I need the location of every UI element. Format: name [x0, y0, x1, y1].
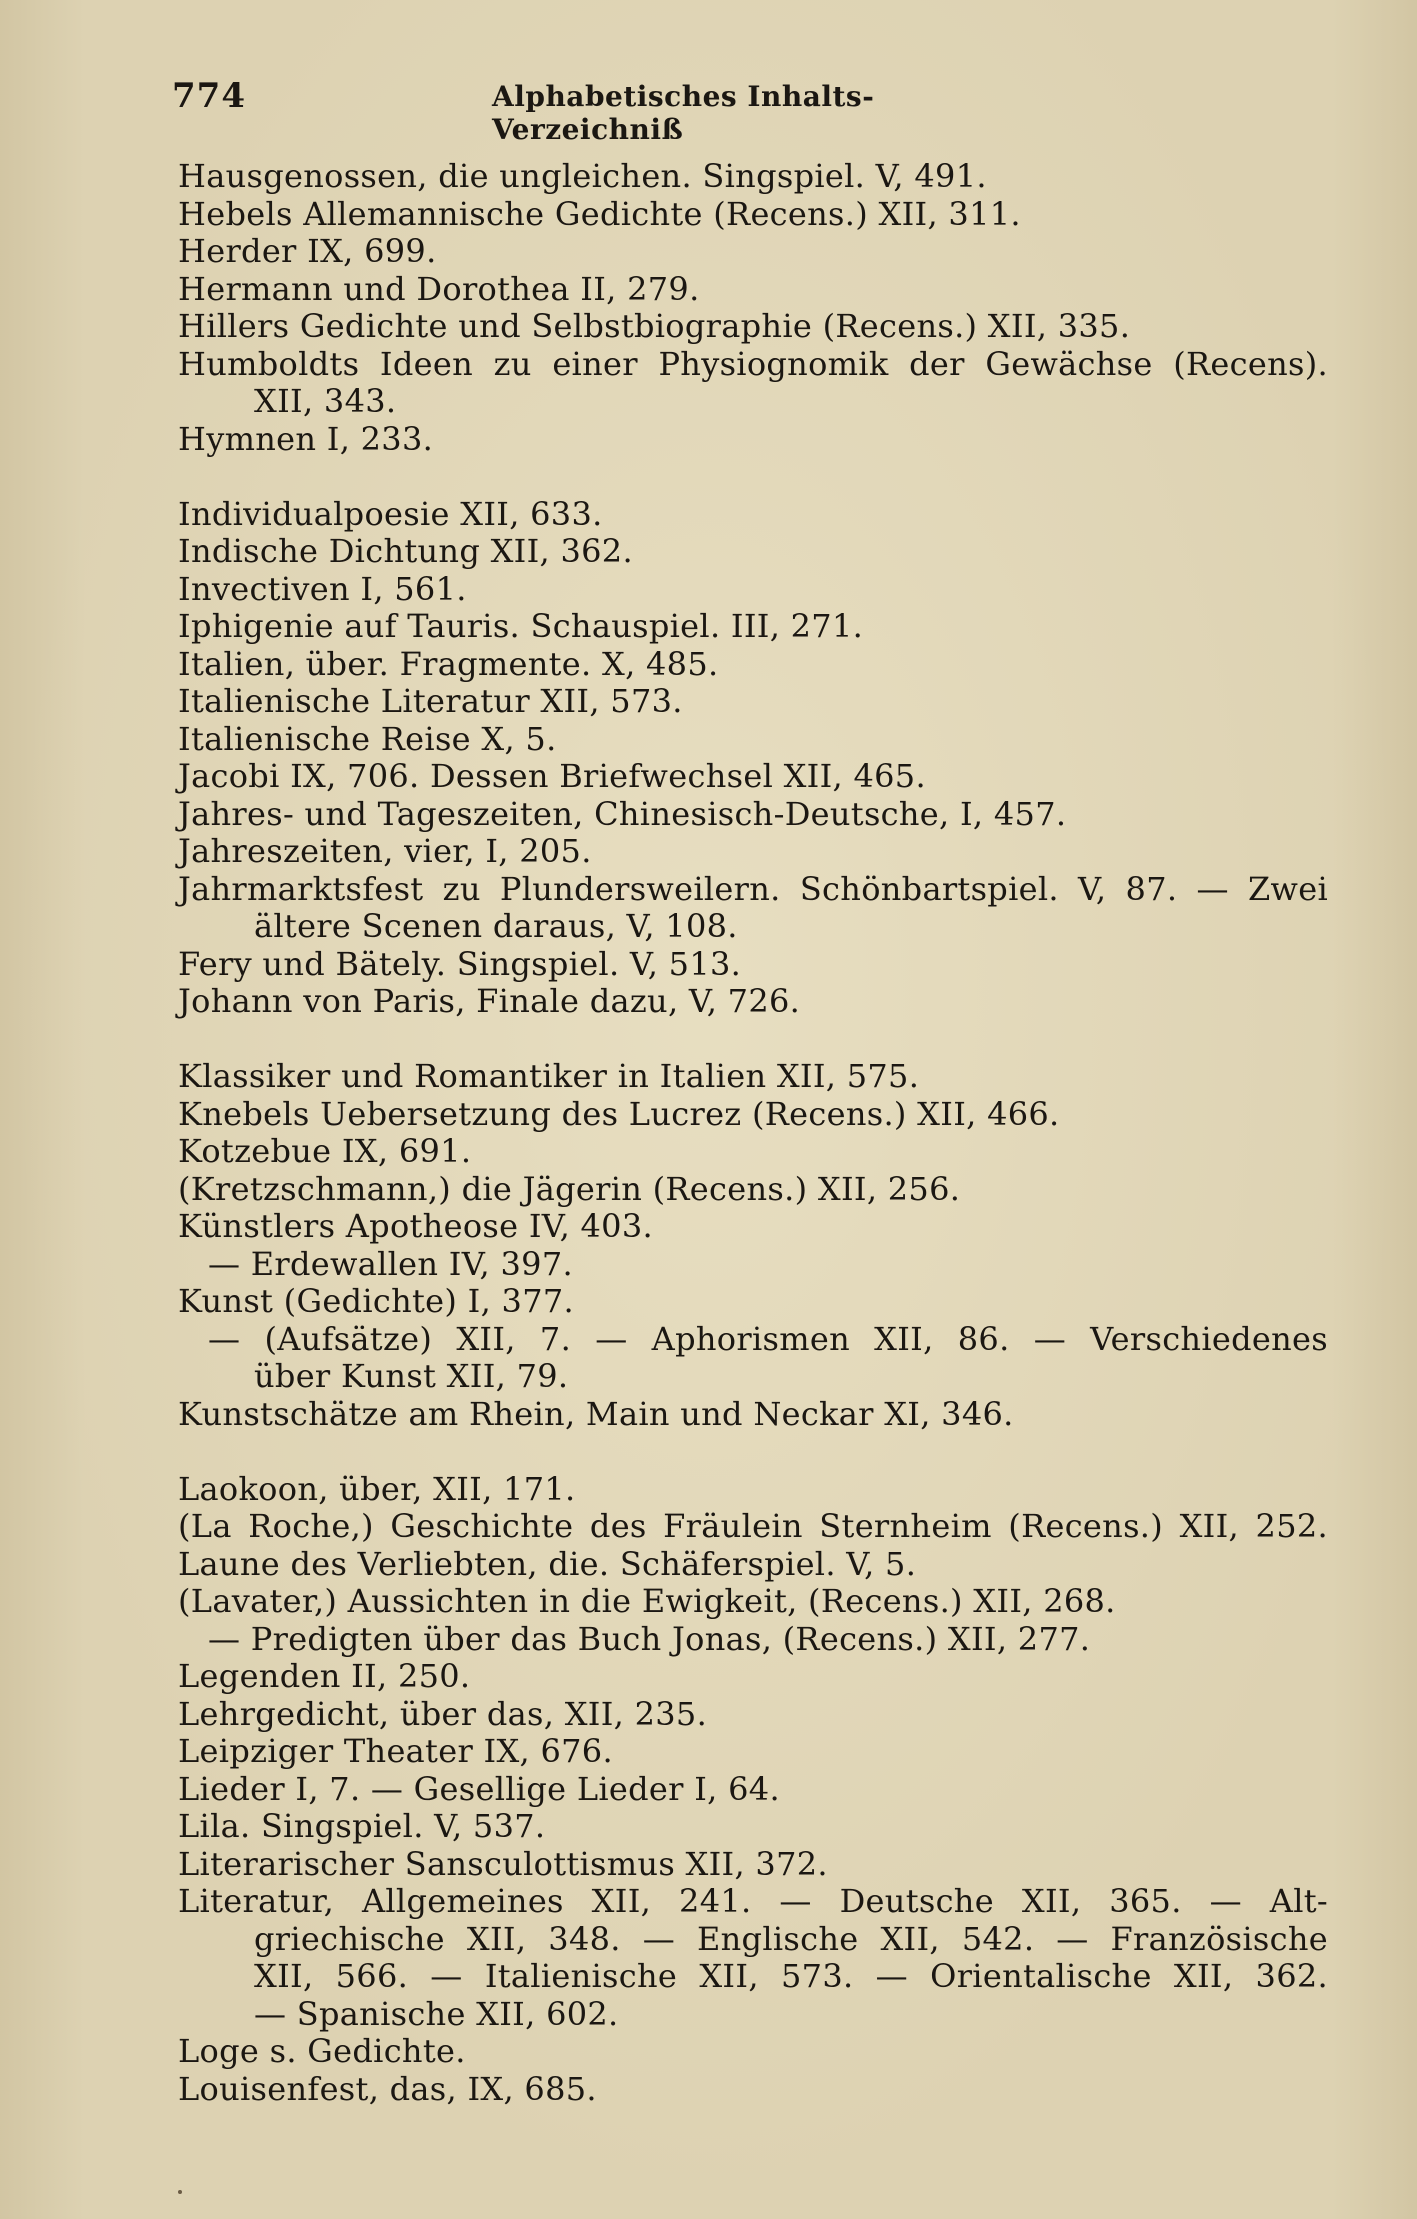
index-entry: Hillers Gedichte und Selbstbiographie (Recens.) XII, 335. [178, 307, 1131, 345]
index-entry: Lila. Singspiel. V, 537. [178, 1807, 546, 1845]
index-entry: Hausgenossen, die ungleichen. Singspiel. V, 491. [178, 157, 987, 195]
index-entry: Laokoon, über, XII, 171. [178, 1469, 576, 1508]
index-entry: Laune des Verliebten, die. Schäferspiel. V, 5. [178, 1544, 917, 1583]
index-entry: Kunst (Gedichte) I, 377. [178, 1282, 574, 1320]
index-subentry: — Predigten über das Buch Jonas, (Recens.) XII, 277. [208, 1619, 1091, 1658]
index-entry-continuation: griechische XII, 348. — Englische XII, 542. — Französische [254, 1919, 1328, 1958]
page-header [172, 76, 992, 146]
index-entry: Literatur, Allgemeines XII, 241. — Deutsche XII, 365. — Alt- [178, 1882, 1328, 1920]
index-entry: Literarischer Sansculottismus XII, 372. [178, 1844, 828, 1883]
index-subentry: — (Aufsätze) XII, 7. — Aphorismen XII, 86. — Verschiedenes [208, 1319, 1328, 1358]
index-entry: Loge s. Gedichte. [178, 2032, 466, 2070]
index-entry: Invectiven I, 561. [178, 569, 467, 608]
index-entry: Legenden II, 250. [178, 1657, 471, 1695]
index-entry-continuation: ältere Scenen daraus, V, 108. [254, 907, 738, 945]
index-entry: Jahres- und Tageszeiten, Chinesisch-Deutsche, I, 457. [178, 794, 1067, 833]
running-title: Alphabetisches Inhalts-Verzeichniß [492, 80, 875, 146]
index-entry: Herder IX, 699. [178, 232, 437, 270]
index-entry: Humboldts Ideen zu einer Physiognomik der Gewächse (Recens). [178, 344, 1328, 383]
page-number: 774 [172, 76, 246, 116]
index-entry: (Lavater,) Aussichten in die Ewigkeit, (Recens.) XII, 268. [178, 1582, 1116, 1620]
index-entry: Iphigenie auf Tauris. Schauspiel. III, 271. [178, 607, 864, 645]
index-entry: Jahrmarktsfest zu Plundersweilern. Schönbartspiel. V, 87. — Zwei [178, 869, 1328, 908]
index-list [178, 158, 1328, 2108]
print-speck [178, 2190, 182, 2194]
index-entry: Italienische Literatur XII, 573. [178, 682, 683, 720]
index-entry: Louisenfest, das, IX, 685. [178, 2069, 597, 2108]
index-entry: Jahreszeiten, vier, I, 205. [178, 832, 592, 870]
index-entry: Fery und Bätely. Singspiel. V, 513. [178, 944, 742, 983]
index-entry: Künstlers Apotheose IV, 403. [178, 1207, 653, 1245]
index-entry: Italienische Reise X, 5. [178, 719, 557, 758]
index-entry: Indische Dichtung XII, 362. [178, 532, 633, 570]
index-entry: Hymnen I, 233. [178, 419, 434, 458]
index-entry: (La Roche,) Geschichte des Fräulein Sternheim (Recens.) XII, 252. [178, 1507, 1328, 1545]
index-entry-continuation: — Spanische XII, 602. [254, 1994, 619, 2033]
index-entry: Leipziger Theater IX, 676. [178, 1732, 613, 1770]
index-entry: Kotzebue IX, 691. [178, 1132, 472, 1170]
index-entry: Hermann und Dorothea II, 279. [178, 269, 700, 308]
index-entry-continuation: XII, 343. [254, 382, 397, 420]
index-subentry: — Erdewallen IV, 397. [208, 1244, 573, 1283]
index-entry: (Kretzschmann,) die Jägerin (Recens.) XII, 256. [178, 1169, 961, 1208]
index-entry: Kunstschätze am Rhein, Main und Neckar XI, 346. [178, 1394, 1014, 1433]
index-entry: Lehrgedicht, über das, XII, 235. [178, 1694, 708, 1733]
index-entry: Jacobi IX, 706. Dessen Briefwechsel XII, 465. [178, 757, 926, 795]
index-entry-continuation: über Kunst XII, 79. [254, 1357, 569, 1395]
index-entry: Hebels Allemannische Gedichte (Recens.) XII, 311. [178, 194, 1021, 233]
index-entry: Lieder I, 7. — Gesellige Lieder I, 64. [178, 1769, 780, 1808]
index-entry: Knebels Uebersetzung des Lucrez (Recens.) XII, 466. [178, 1094, 1060, 1133]
index-entry: Italien, über. Fragmente. X, 485. [178, 644, 719, 683]
index-entry: Klassiker und Romantiker in Italien XII, 575. [178, 1057, 920, 1095]
index-entry-continuation: XII, 566. — Italienische XII, 573. — Orientalische XII, 362. [254, 1957, 1328, 1995]
index-entry: Johann von Paris, Finale dazu, V, 726. [178, 982, 801, 1020]
index-entry: Individualpoesie XII, 633. [178, 494, 603, 533]
